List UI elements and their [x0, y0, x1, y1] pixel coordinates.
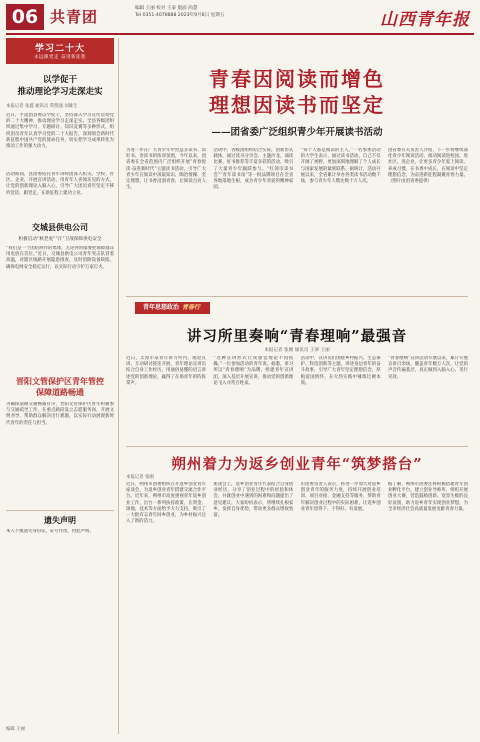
header-rule — [6, 33, 474, 35]
story2-col-1: 近日，太原市某青年讲习所内，理论宣讲、互动研讨接连开展，青年理论宣讲员结合自身工作经历，用通俗易懂的语言讲述党的创新理论，赢得了在场青年的阵阵掌声。 — [126, 356, 206, 386]
column-divider — [118, 38, 119, 734]
notice-title: 遗失声明 — [44, 515, 76, 525]
masthead — [0, 0, 480, 36]
header-info — [135, 6, 335, 19]
notice-box — [6, 510, 114, 555]
story3-col-1: 近日，朔州市团委组织召开返乡创业青年座谈会，为返乡创业青年搭建交流合作平台。近年来，朔州市高度重视青年返乡创业工作，出台一系列扶持政策，在资金、场地、技术等方面给予大力支持，吸引了一大批有志青年回乡创业，为乡村振兴注入了新的活力。 — [126, 482, 206, 525]
lead-story-body — [126, 148, 468, 290]
lead-headline-line1: 青春因阅读而增色 — [209, 67, 385, 91]
page-editor: 编辑 王丽 — [6, 727, 25, 732]
story3-body — [126, 482, 468, 722]
left-paragraph-2: 活动期间，县团委依托青年讲师团深入机关、学校、社区、企业，开展宣讲活动，用青年人喜闻乐见的方式，让党的创新理论入脑入心，引导广大团员青年坚定不移听党话、跟党走，在新征程上建功立业。 — [6, 172, 114, 196]
kicker-tag: 青春行 — [182, 304, 201, 311]
section-kicker — [135, 302, 210, 314]
story2-byline: 本报记者 张刚 通讯员 王翠 王丽 — [264, 348, 330, 353]
left-headline-1: 以学促干 推动理论学习走深走实 — [17, 75, 103, 97]
story2-col-2: “这种宣讲形式让我感觉理论不再枯燥。”一位参加活动的青年说。据悉，讲习所以“青春理响”为品牌，组建青年宣讲团，深入基层开展宣讲，推动党的创新理论飞入寻常百姓家。 — [213, 356, 294, 386]
banner-subtitle: 永远跟党走 奋进新征程 — [34, 55, 86, 60]
header-info-line2: Tel 0351-4078888 2023年9月8日 星期五 — [135, 12, 225, 18]
lead-col-1: 为进一步在广大青少年中营造多读书、读好书、善读书的浓厚氛围，今年以来，团省委在全省范围内广泛组织开展“青春悦读·奋进新时代”主题读书活动，引导广大青少年在阅读中汲取知识、陶冶情操、坚定理想，让书香浸润青春，让阅读点亮人生。 — [126, 148, 206, 191]
notice-text: 本人不慎遗失身份证，证号作废，特此声明。 — [6, 529, 94, 534]
story2-col-4: “青春理响”宣讲活动开展以来，累计开展宣讲百余场，覆盖青年数万人次，让党的声音传遍基层，真正做到入脑入心、见行见效。 — [387, 356, 468, 380]
kicker-label: 青年思想政治 — [143, 304, 180, 311]
left-paragraph-4: 为确保道路交通畅通有序，晋阳文管保护区青年积极参与交通疏导工作，在重点路段设立志愿服务岗，开展文明劝导，帮助群众解决出行难题，以实际行动展现新时代青年的责任与担当。 — [6, 402, 114, 426]
left-subhead-2: 积极启动“秋老虎”“汗”卫战保障供电安全 — [18, 237, 102, 242]
lead-col-2: 活动中，各级团组织结合实际，创新形式载体，通过读书分享会、主题沙龙、诵读比赛、好书推荐等丰富多彩的活动，吸引了大量青少年踊跃参与。“红领巾读书会”“青年读书角”等一批品牌项目在全省各地落地生根，成为青少年喜爱的精神家园。 — [213, 148, 294, 191]
left-paragraph-3: “我们是一个团结协作的集体，无论何时都要把保障群众用电放在首位。”近日，交城县供电公司青年突击队冒着高温，对辖区线路开展隐患排查，及时消除设备缺陷，确保电网安全稳定运行，以实际行动守护万家灯火。 — [6, 246, 114, 270]
story3-col-4: 据了解，朔州市团委还将积极搭建青年创业孵化平台，建立创业导师库，组织开展创业大赛，营造鼓励创新、宽容失败的良好氛围，助力返乡青年实现创业梦想，为全市经济社会高质量发展贡献青春力量。 — [387, 482, 468, 512]
left-headline-3: 晋阳文管保护区青年管控 保障道路畅通 — [16, 376, 104, 397]
story3-byline: 本报记者 张刚 — [126, 475, 154, 480]
banner-title: 学习二十大 — [34, 44, 85, 54]
story3-col-2: 座谈会上，返乡创业青年代表结合自身创业经历，分享了创业过程中的经验和体会，并就创业中遇到的困难和问题提出了意见建议。大家纷纷表示，将继续扎根家乡，发挥自身优势，带动更多群众增收致富。 — [213, 482, 294, 519]
section-divider-2 — [126, 446, 468, 447]
left-byline-1: 本报记者 张鑫 通讯员 常凯强 刘雄生 — [6, 104, 78, 109]
section-divider-1 — [126, 296, 468, 297]
left-paragraph-1: 近日，平遥团县委以学促干，坚持深入学习宣传贯彻党的二十大精神，推动理论学习走深走实。全县各级团组织通过集中学习、专题研讨、知识竞赛等多种形式，组织团员青年认真学习党的二十大报告，深刻领会新时代新征程中国共产党的使命任务，切实把学习成果转化为推动工作的强大动力。 — [6, 113, 114, 150]
newspaper-brand: 山西青年报 — [380, 10, 470, 30]
page-number: 06 — [6, 4, 44, 30]
story2-body — [126, 356, 468, 440]
left-column — [6, 38, 114, 738]
lead-headline-line2: 理想因读书而坚定 — [209, 93, 385, 117]
column-banner — [6, 38, 114, 64]
lead-col-3: “每个人都是阅读的主人。”一名参加活动的大学生表示，通过读书活动，自己不仅开阔了视野，更加深刻地理解了个人成长与国家发展的紧密联系。据统计，活动开展以来，全省累计举办各类读书活动数千场，参与青少年人数达数十万人次。 — [300, 148, 381, 185]
story2-headline: 讲习所里奏响“青春理响”最强音 — [186, 328, 408, 345]
story3-col-3: 市团委负责人表示，将进一步加大对返乡创业青年的服务力度，持续开展创业培训、项目对接、金融支持等服务，帮助青年解决创业过程中的实际困难，让返乡创业青年留得下、干得好、有发展。 — [300, 482, 381, 512]
left-headline-2: 交城县供电公司 — [32, 222, 88, 232]
story2-col-3: 活动中，宣讲员们围绕乡村振兴、生态保护、科技创新等主题，讲述身边青年的奋斗故事，引导广大青年坚定理想信念，厚植爱国情怀，在火热实践中锤炼过硬本领。 — [300, 356, 381, 386]
story3-headline: 朔州着力为返乡创业青年“筑梦搭台” — [171, 456, 423, 473]
lead-subheadline: ——团省委广泛组织青少年开展读书活动 — [211, 127, 383, 138]
lead-col-4: 团省委有关负责人介绍，下一步将继续深化青少年阅读活动，推动阅读进校园、进社区、进企业，让更多青少年爱上阅读、养成习惯，在书香中成长，在阅读中坚定理想信念，为奋进新征程凝聚青春力量。（图片由团省委提供） — [387, 148, 468, 185]
lead-story-headline — [126, 66, 468, 138]
section-title: 共青团 — [50, 8, 99, 26]
header-info-line1: 编辑 王丽 校对 王泰 版面 尚慧 — [135, 6, 198, 11]
